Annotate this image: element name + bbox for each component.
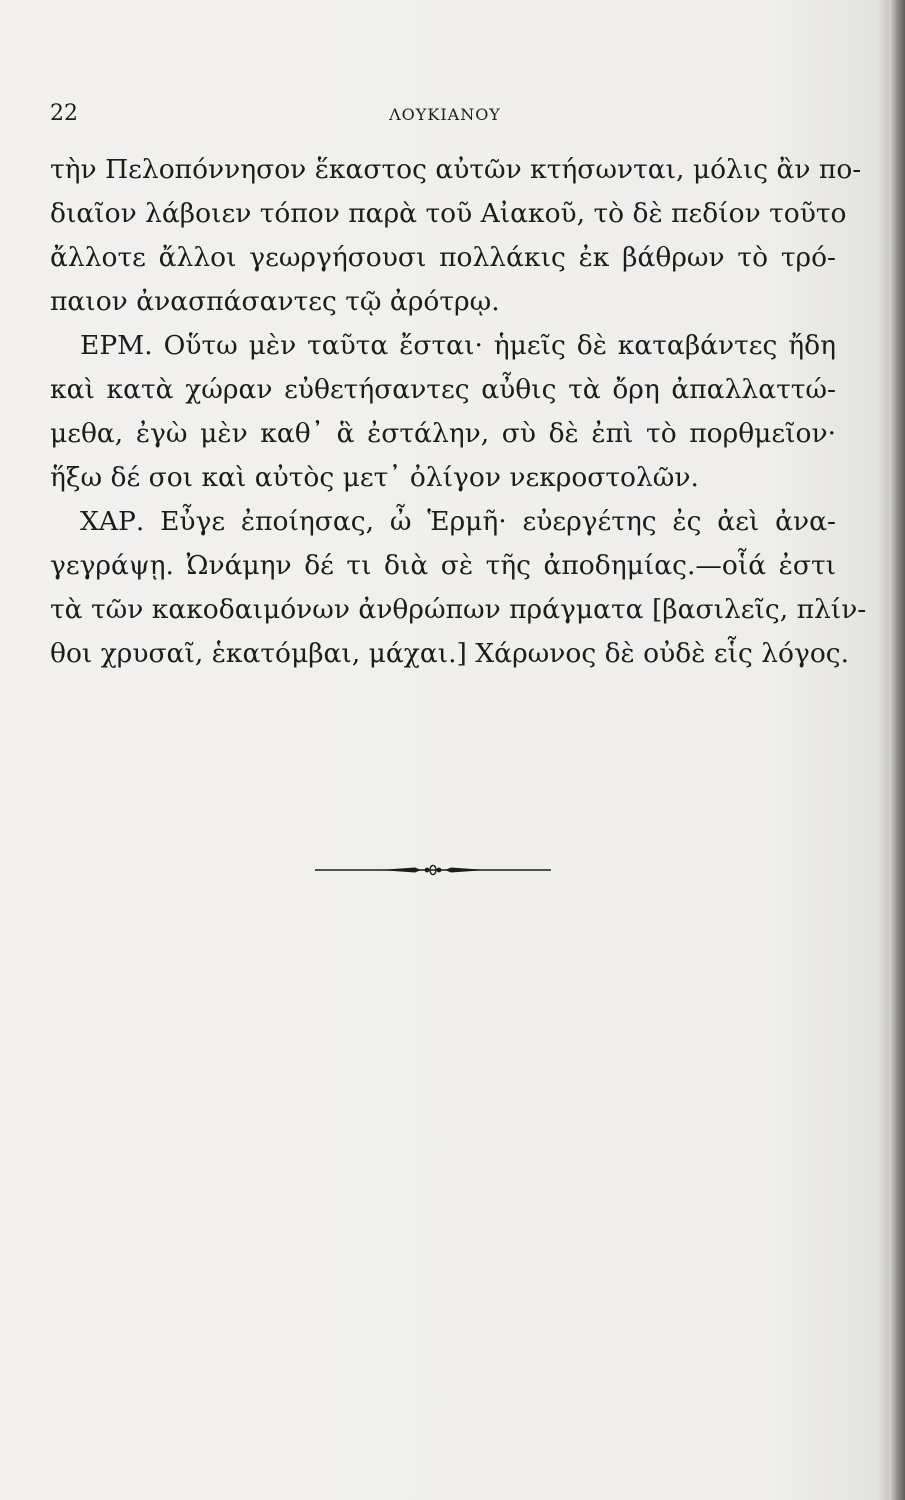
page-binding-edge <box>889 0 905 1500</box>
running-title: ΛΟΥΚΙΑΝΟΥ <box>389 105 501 124</box>
text-line: διαῖον λάβοιεν τόπον παρὰ τοῦ Αἰακοῦ, τὸ δὲ πεδίον τοῦτο <box>50 198 847 229</box>
text-line: ΕΡΜ. Οὕτω μὲν ταῦτα ἔσται· ἡμεῖς δὲ καταβάντες ἤδη <box>80 330 836 361</box>
text-line: τὴν Πελοπόννησον ἕκαστος αὐτῶν κτήσωνται, μόλις ἂν πο- <box>50 154 862 185</box>
body-text <box>50 148 867 676</box>
text-line: γεγράψῃ. Ὠνάμην δέ τι διὰ σὲ τῆς ἀποδημίας.—οἷά ἐστι <box>50 550 836 581</box>
ornament-divider <box>315 858 551 882</box>
running-head <box>50 101 840 131</box>
text-line: παιον ἀνασπάσαντες τῷ ἀρότρῳ. <box>50 286 500 317</box>
text-line: τὰ τῶν κακοδαιμόνων ἀνθρώπων πράγματα [βασιλεῖς, πλίν- <box>50 594 867 625</box>
page-number: 22 <box>50 101 78 126</box>
text-line: ΧΑΡ. Εὖγε ἐποίησας, ὦ Ἑρμῆ· εὐεργέτης ἐς ἀεὶ ἀνα- <box>80 506 836 537</box>
text-line: θοι χρυσαῖ, ἑκατόμβαι, μάχαι.] Χάρωνος δὲ οὐδὲ εἷς λόγος. <box>50 638 850 669</box>
text-line: μεθα, ἐγὼ μὲν καθ᾽ ἃ ἐστάλην, σὺ δὲ ἐπὶ τὸ πορθμεῖον· <box>50 418 836 449</box>
text-line: καὶ κατὰ χώραν εὐθετήσαντες αὖθις τὰ ὄρη ἀπαλλαττώ- <box>50 374 836 405</box>
text-line: ἄλλοτε ἄλλοι γεωργήσουσι πολλάκις ἐκ βάθρων τὸ τρό- <box>50 242 836 273</box>
text-line: ἥξω δέ σοι καὶ αὐτὸς μετ᾽ ὀλίγον νεκροστολῶν. <box>50 462 699 493</box>
